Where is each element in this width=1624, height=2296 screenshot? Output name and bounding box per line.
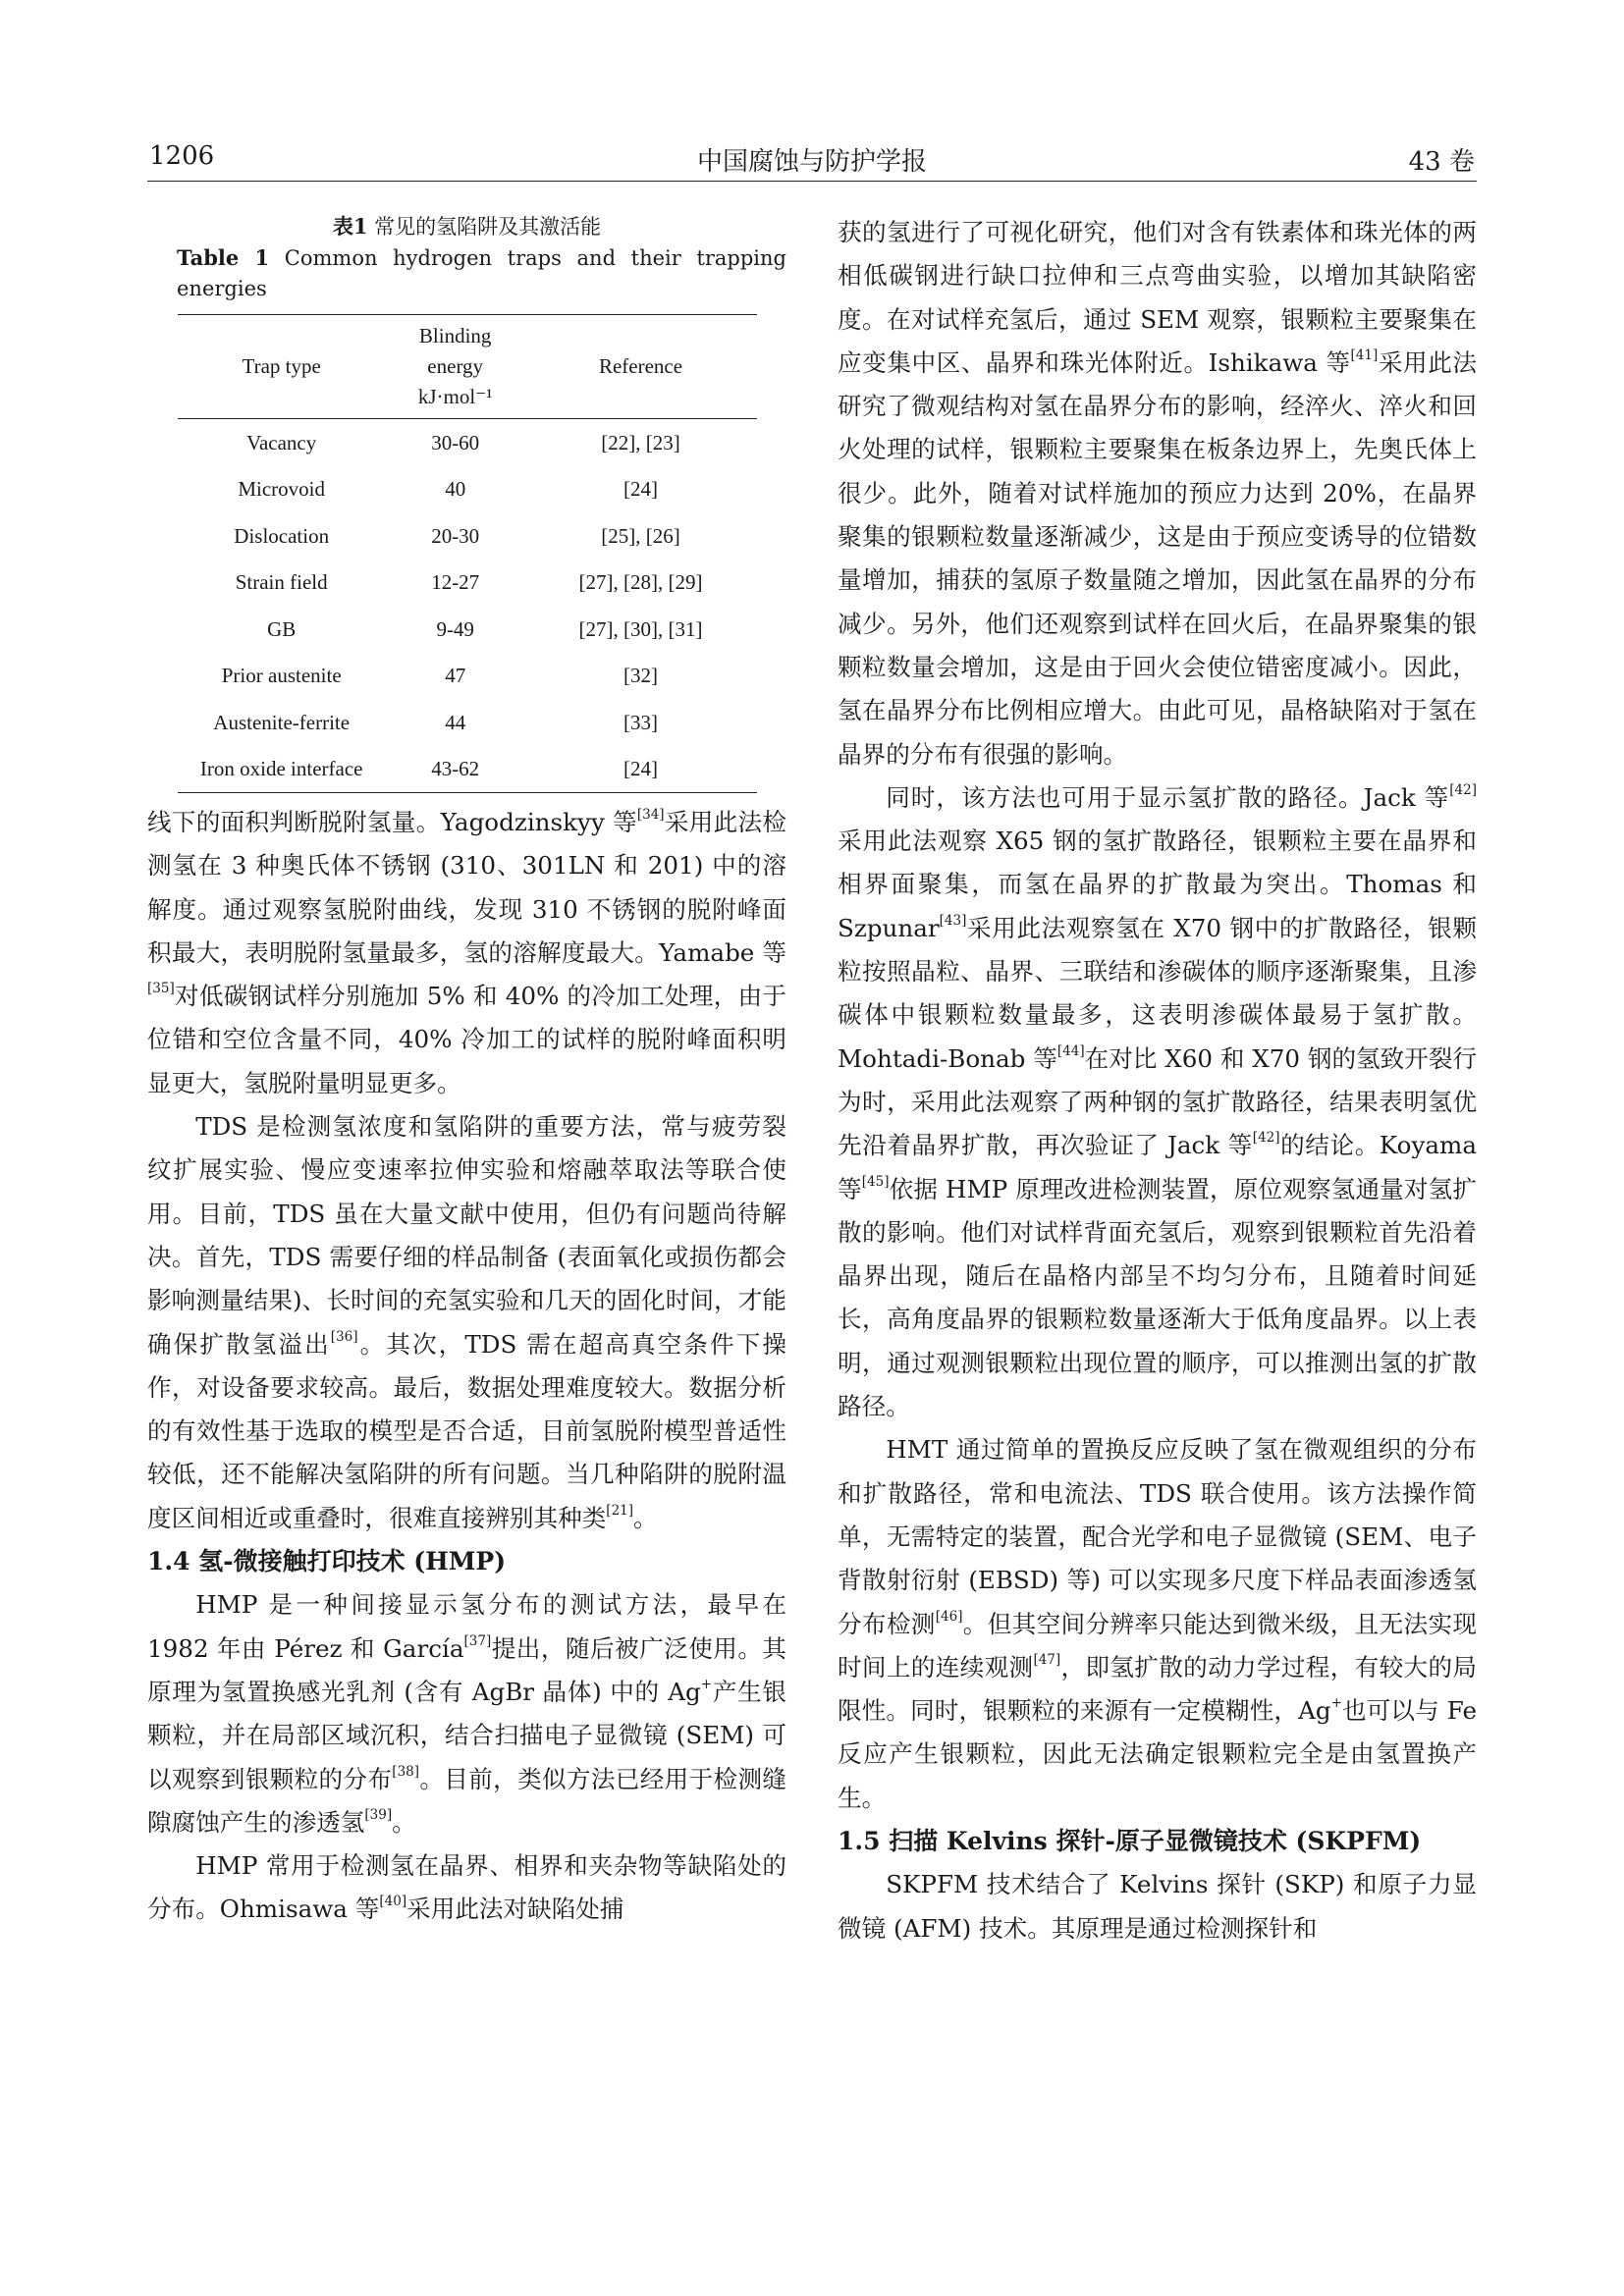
text-run: TDS 是检测氢浓度和氢陷阱的重要方法，常与疲劳裂纹扩展实验、慢应变速率拉伸实验和熔融萃取法等联合使用。目前，TDS 虽在大量文献中使用，但仍有问题尚待解决。首先，TDS 需要仔细的样品制备 (表面氧化或损伤都会影响测量结果)、长时间的充氢实验和几天的固化时间，才能确保扩散氢溢出: [147, 1112, 786, 1359]
citation-superscript: [36]: [330, 1328, 358, 1345]
col-header-reference: Reference: [524, 315, 756, 419]
text-run: 采用此法观察氢在 X70 钢中的扩散路径，银颗粒按照晶粒、晶界、三联结和渗碳体的顺序逐渐聚集，且渗碳体中银颗粒数量最多，这表明渗碳体最易于氢扩散。Mohtadi-Bonab 等: [838, 913, 1477, 1073]
text-run: 获的氢进行了可视化研究，他们对含有铁素体和珠光体的两相低碳钢进行缺口拉伸和三点弯曲实验，以增加其缺陷密度。在对试样充氢后，通过 SEM 观察，银颗粒主要聚集在应变集中区、晶界和珠光体附近。Ishikawa 等: [838, 218, 1477, 377]
trap-type-cell: GB: [267, 616, 297, 641]
paragraph-hmp-visualization: [838, 211, 1477, 776]
col-header-trap-type: Trap type: [178, 315, 386, 419]
reference-cell: [27], [30], [31]: [578, 616, 703, 641]
energy-cell: 43-62: [386, 746, 525, 793]
page-number: 1206: [149, 141, 215, 171]
table-label-cn: 表1: [332, 214, 368, 239]
text-run: SKPFM 技术结合了 Kelvins 探针 (SKP) 和原子力显微镜 (AFM) 技术。其原理是通过检测探针和: [838, 1870, 1477, 1943]
energy-header-unit: kJ·mol⁻¹: [417, 385, 493, 408]
section-heading-1-4: 1.4 氢-微接触打印技术 (HMP): [147, 1547, 507, 1576]
citation-superscript: [39]: [364, 1806, 393, 1823]
text-run: ，即氢扩散的动力学过程，有较大的局限性。同时，银颗粒的来源有一定模糊性，Ag: [838, 1652, 1477, 1726]
citation-superscript: [40]: [379, 1894, 407, 1910]
text-run: 。: [392, 1807, 416, 1837]
energy-cell: 40: [445, 477, 466, 502]
paragraph-skpfm-intro: [838, 1863, 1477, 1950]
citation-superscript: [37]: [463, 1632, 492, 1649]
running-header: [147, 137, 1477, 182]
citation-superscript: [38]: [392, 1763, 420, 1780]
energy-header-line1: Blinding: [418, 324, 492, 347]
paragraph-hmt-summary: [838, 1428, 1477, 1820]
text-run: 的结论。Koyama 等: [838, 1131, 1477, 1203]
citation-superscript: [46]: [935, 1608, 963, 1625]
journal-title: 中国腐蚀与防护学报: [696, 147, 927, 177]
left-column: [147, 211, 786, 1932]
reference-cell: [27], [28], [29]: [578, 570, 703, 595]
text-run: 采用此法对缺陷处捕: [406, 1895, 624, 1924]
text-run: 也可以与 Fe 反应产生银颗粒，因此无法确定银颗粒完全是由氢置换产生。: [838, 1696, 1477, 1812]
energy-cell: 30-60: [431, 430, 480, 454]
text-run: 。目前，类似方法已经用于检测缝隙腐蚀产生的渗透氢: [147, 1764, 786, 1837]
text-run: 采用此法观察 X65 钢的氢扩散路径，银颗粒主要在晶界和相界面聚集，而氢在晶界的扩散最为突出。Thomas 和 Szpunar: [838, 827, 1477, 942]
citation-superscript: [44]: [1056, 1042, 1085, 1059]
energy-cell: 12-27: [431, 570, 480, 595]
section-heading-1-5: 1.5 扫描 Kelvins 探针-原子显微镜技术 (SKPFM): [838, 1826, 1422, 1855]
col-header-energy: [386, 315, 525, 419]
energy-header-line2: energy: [427, 354, 484, 378]
reference-cell: [32]: [623, 664, 658, 688]
table-row: [178, 512, 757, 560]
trap-type-cell: Austenite-ferrite: [213, 710, 351, 734]
table-title-en: Common hydrogen traps and their trapping energies: [177, 246, 786, 300]
citation-superscript: [34]: [636, 806, 665, 823]
trap-type-cell: Strain field: [235, 570, 328, 595]
reference-cell: [25], [26]: [601, 523, 680, 548]
citation-superscript: [45]: [861, 1173, 890, 1190]
energy-cell: 9-49: [436, 616, 474, 641]
text-run: HMP 常用于检测氢在晶界、相界和夹杂物等缺陷处的分布。Ohmisawa 等: [147, 1851, 786, 1924]
table-row: [178, 419, 757, 466]
text-run: 。但其空间分辨率只能达到微米级，且无法实现时间上的连续观测: [838, 1609, 1477, 1682]
citation-superscript: [43]: [939, 912, 967, 929]
citation-superscript: [42]: [1252, 1130, 1280, 1147]
reference-cell: [22], [23]: [601, 430, 680, 454]
citation-superscript: [41]: [1350, 347, 1379, 363]
energy-cell: 20-30: [431, 523, 480, 548]
table-label-en: Table 1: [177, 245, 270, 270]
table-row: [178, 746, 757, 793]
citation-superscript: +: [1330, 1694, 1342, 1711]
text-run: 同时，该方法也可用于显示氢扩散的路径。Jack 等: [886, 782, 1450, 812]
text-run: HMP 是一种间接显示氢分布的测试方法，最早在 1982 年由 Pérez 和 García: [147, 1590, 786, 1663]
paragraph-hmp-principle: [147, 1583, 786, 1844]
text-run: 在对比 X60 和 X70 钢的氢致开裂行为时，采用此法观察了两种钢的氢扩散路径，结果表明氢优先沿着晶界扩散，再次验证了 Jack 等: [838, 1043, 1478, 1160]
trap-type-cell: Vacancy: [246, 430, 317, 454]
citation-superscript: [47]: [1033, 1651, 1061, 1668]
text-run: 。其次，TDS 需在超高真空条件下操作，对设备要求较高。最后，数据处理难度较大。数据分析的有效性基于选取的模型是否合适，目前氢脱附模型普适性较低，还不能解决氢陷阱的所有问题。当几种陷阱的脱附温度区间相近或重叠时，很难直接辨别其种类: [147, 1329, 786, 1532]
text-run: 产生银颗粒，并在局部区域沉积，结合扫描电子显微镜 (SEM) 可以观察到银颗粒的分布: [147, 1677, 786, 1793]
table-1: [147, 211, 786, 793]
paragraph-tds-examples: [147, 801, 786, 1105]
paragraph-hmp-applications: [147, 1844, 786, 1932]
table-caption-cn: [147, 211, 786, 242]
table-title-cn: 常见的氢陷阱及其激活能: [374, 215, 602, 239]
citation-superscript: [21]: [606, 1502, 634, 1519]
table-row: [178, 466, 757, 513]
reference-cell: [24]: [623, 477, 658, 502]
paragraph-hmp-diffusion-path: [838, 776, 1477, 1428]
text-run: 依据 HMP 原理改进检测装置，原位观察氢通量对氢扩散的影响。他们对试样背面充氢后，观察到银颗粒首先沿着晶界出现，随后在晶格内部呈不均匀分布，且随着时间延长，高角度晶界的银颗粒数量逐渐大于低角度晶界。以上表明，通过观测银颗粒出现位置的顺序，可以推测出氢的扩散路径。: [838, 1174, 1477, 1421]
text-run: HMT 通过简单的置换反应反映了氢在微观组织的分布和扩散路径，常和电流法、TDS 联合使用。该方法操作简单，无需特定的装置，配合光学和电子显微镜 (SEM、电子背散射衍射 (EBSD) 等) 可以实现多尺度下样品表面渗透氢分布检测: [838, 1435, 1477, 1638]
table-row: [178, 699, 757, 746]
energy-cell: 47: [445, 664, 466, 688]
trap-type-cell: Prior austenite: [221, 664, 342, 688]
reference-cell: [24]: [524, 746, 756, 793]
right-column: [838, 211, 1477, 1950]
text-run: 。: [633, 1503, 658, 1532]
text-run: 线下的面积判断脱附氢量。Yagodzinskyy 等: [147, 808, 637, 836]
trap-type-cell: Microvoid: [238, 477, 326, 502]
citation-superscript: [42]: [1449, 781, 1477, 798]
paragraph-tds-limitations: [147, 1105, 786, 1540]
table-row: [178, 653, 757, 700]
text-run: 采用此法检测氢在 3 种奥氏体不锈钢 (310、301LN 和 201) 中的溶解度。通过观察氢脱附曲线，发现 310 不锈钢的脱附峰面积最大，表明脱附氢量最多，氢的溶解度最大。Yamabe 等: [147, 808, 786, 967]
trap-type-cell: Dislocation: [234, 523, 330, 548]
table-body: [178, 419, 757, 793]
table-caption-en: [147, 242, 786, 304]
volume-label: 43 卷: [1408, 147, 1475, 177]
trap-type-cell: Iron oxide interface: [178, 746, 386, 793]
text-run: 提出，随后被广泛使用。其原理为氢置换感光乳剂 (含有 AgBr 晶体) 中的 Ag: [147, 1633, 786, 1706]
table-row: [178, 560, 757, 607]
energy-cell: 44: [445, 710, 466, 734]
table-row: [178, 606, 757, 653]
citation-superscript: [35]: [147, 981, 175, 997]
reference-cell: [33]: [623, 710, 658, 734]
citation-superscript: +: [700, 1676, 713, 1692]
text-run: 对低碳钢试样分别施加 5% 和 40% 的冷加工处理，由于位错和空位含量不同，40% 冷加工的试样的脱附峰面积明显更大，氢脱附量明显更多。: [147, 982, 786, 1097]
table-header-row: [178, 315, 757, 419]
text-run: 采用此法研究了微观结构对氢在晶界分布的影响，经淬火、淬火和回火处理的试样，银颗粒主要聚集在板条边界上，先奥氏体上很少。此外，随着对试样施加的预应力达到 20%，在晶界聚集的银颗粒数量逐渐减少，这是由于预应变诱导的位错数量增加，捕获的氢原子数量随之增加，因此氢在晶界的分布减少。另外，他们还观察到试样在回火后，在晶界聚集的银颗粒数量会增加，这是由于回火会使位错密度减小。因此，氢在晶界分布比例相应增大。由此可见，晶格缺陷对于氢在晶界的分布有很强的影响。: [838, 347, 1477, 769]
traps-table: [178, 314, 757, 793]
